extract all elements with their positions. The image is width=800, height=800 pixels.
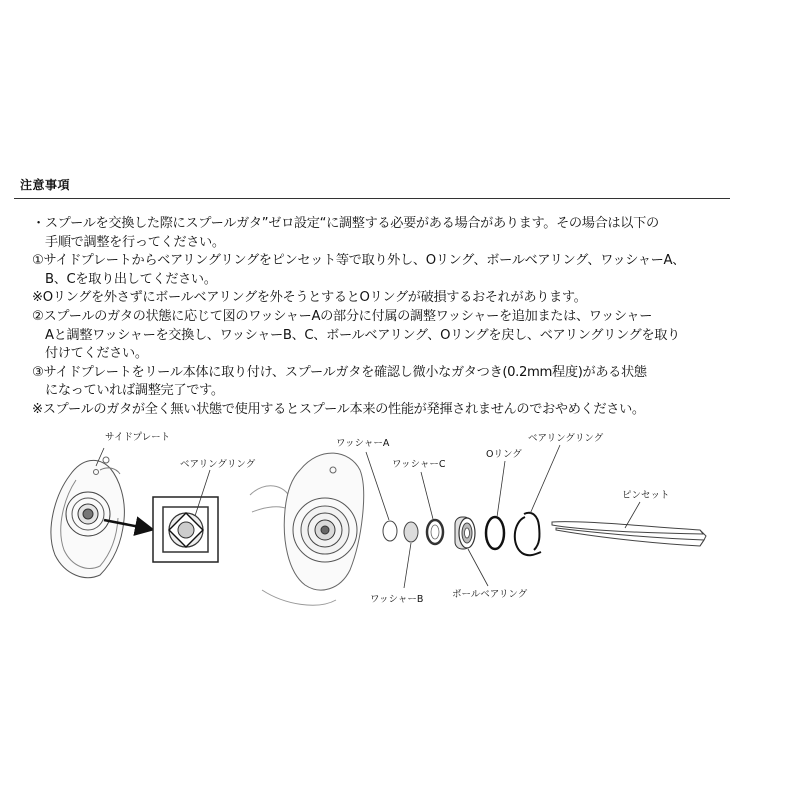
note-line-10: になっていれば調整完了です。 — [45, 383, 224, 399]
tweezers-illustration — [552, 522, 706, 546]
note-line-4: B、Cを取り出してください。 — [45, 271, 217, 287]
assembly-diagram — [0, 420, 800, 620]
reel-side-plate-illustration — [250, 453, 364, 605]
note-line-9: ③サイドプレートをリール本体に取り付け、スプールガタを確認し微小なガタつき(0.2mm程度)がある状態 — [32, 364, 647, 380]
note-line-5: ※Oリングを外さずにボールベアリングを外そうとするとOリングが破損するおそれがあります。 — [32, 290, 587, 306]
label-ball-bearing: ボールベアリング — [452, 589, 528, 600]
note-line-3: ①サイドプレートからベアリングリングをピンセット等で取り外し、Oリング、ボールベアリング、ワッシャーA、 — [32, 253, 686, 269]
washer-b — [404, 522, 418, 542]
note-line-11: ※スプールのガタが全く無い状態で使用するとスプール本来の性能が発揮されませんのでおやめください。 — [32, 401, 645, 417]
bearing-ring — [515, 513, 541, 555]
assembly-diagram-svg — [0, 420, 800, 620]
note-line-8: 付けてください。 — [45, 346, 148, 362]
note-line-6: ②スプールのガタの状態に応じて図のワッシャーAの部分に付属の調整ワッシャーを追加または、ワッシャー — [32, 308, 653, 324]
label-tweezers: ピンセット — [622, 490, 670, 501]
label-washer-c: ワッシャーC — [392, 459, 446, 470]
o-ring — [486, 517, 504, 549]
label-washer-b: ワッシャーB — [370, 594, 424, 605]
ball-bearing — [455, 517, 475, 549]
side-plate-illustration — [51, 457, 124, 578]
label-side-plate: サイドプレート — [105, 432, 171, 443]
heading-divider — [14, 198, 730, 199]
label-bearing-ring-detail: ベアリングリング — [180, 459, 256, 470]
note-line-7: Aと調整ワッシャーを交換し、ワッシャーB、C、ボールベアリング、Oリングを戻し、ベアリングリングを取り — [45, 327, 680, 343]
washer-a — [383, 521, 397, 541]
notes-block — [32, 215, 732, 420]
note-line-2: 手順で調整を行ってください。 — [45, 234, 225, 250]
label-o-ring: Oリング — [486, 449, 522, 460]
label-bearing-ring: ベアリングリング — [528, 433, 604, 444]
bearing-ring-detail — [153, 497, 218, 562]
washer-c — [427, 520, 443, 544]
note-line-1: ・スプールを交換した際にスプールガタ”ゼロ設定“に調整する必要がある場合があります。その場合は以下の — [32, 216, 659, 231]
section-heading: 注意事項 — [20, 178, 71, 192]
label-washer-a: ワッシャーA — [336, 438, 390, 449]
